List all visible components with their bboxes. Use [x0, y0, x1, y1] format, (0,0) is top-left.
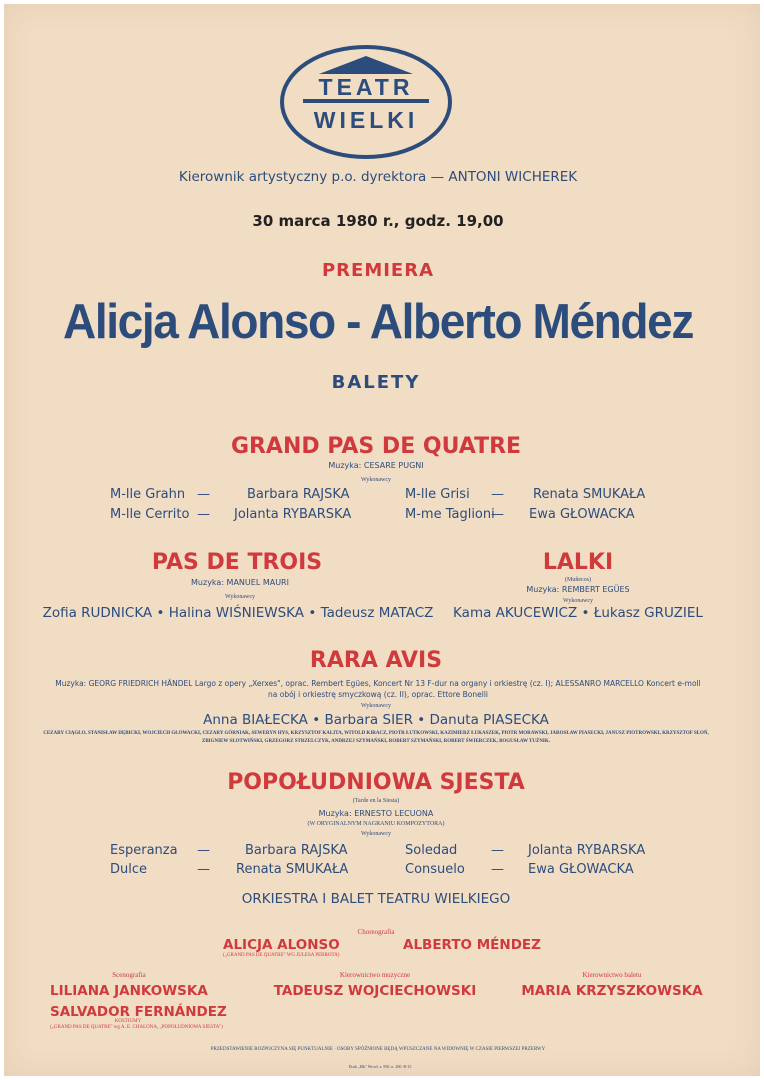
ballet5-dash: — [491, 843, 504, 858]
ballet5-dancer: Ewa GŁOWACKA [528, 862, 634, 877]
ballet5-role: Esperanza [110, 843, 178, 858]
ballet5-music: Muzyka: ERNESTO LECUONA [318, 809, 434, 818]
ballet5-title: POPOŁUDNIOWA SJESTA [227, 770, 525, 795]
ballet3-subtitle: (Muñecos) [565, 577, 591, 583]
ballet1-role: M-me Taglioni [405, 507, 495, 522]
ballet1-role: M-lle Grisi [405, 487, 470, 502]
ballet5-performers-label: Wykonawcy [361, 831, 391, 837]
ballet4-music-line1: Muzyka: GEORG FRIEDRICH HÄNDEL Largo z opery „Xerxes", oprac. Rembert Egües, Koncert Nr 13 F-dur na organy i orkiestrę (cz. I); ALESSANRO MARCELLO Koncert e-moll [55, 679, 701, 688]
scenography-label: Scenografia [112, 971, 146, 979]
ballet3-title: LALKI [542, 550, 614, 575]
ballet-direction-name: MARIA KRZYSZKOWSKA [521, 983, 703, 999]
ballet1-role: M-lle Grahn [110, 487, 186, 502]
ballet3-cast: Kama AKUCEWICZ • Łukasz GRUZIEL [453, 605, 703, 621]
ballet1-dash: — [491, 507, 504, 522]
orchestra-line: ORKIESTRA I BALET TEATRU WIELKIEGO [241, 891, 511, 907]
premiere-label: PREMIERA [321, 260, 435, 281]
choreography-note1: („GRAND PAS DE QUATRE" WG JULESA PERROTA) [223, 953, 340, 958]
ballet1-dancer: Barbara RAJSKA [247, 487, 350, 502]
ballet3-performers-label: Wykonawcy [563, 598, 593, 604]
ballet4-ensemble-line1: CEZARY CIĄGŁO, STANISŁAW DĘBICKI, WOJCIECH GŁOWACKI, CEZARY GÓRNIAK, SEWERYN HYS, KRZYSZTOF KALITA, WITOLD KIRACZ, PIOTR ŁUTKOWSKI, KAZIMIERZ ŁUKASZEK, PIOTR MORAWSKI, JAROSŁAW PIASECKI, JANUSZ PIOTROWSKI, KRZYSZTOF SŁOŃ, [43, 731, 709, 736]
headline: Alicja Alonso - Alberto Méndez [63, 295, 693, 349]
costumes-label: KOSTIUMY [114, 1019, 142, 1024]
ballet1-dash: — [491, 487, 504, 502]
performance-date: 30 marca 1980 r., godz. 19,00 [252, 212, 504, 230]
ballet5-subtitle: (Tarde en la Siesta) [352, 798, 400, 804]
ballet1-dash: — [197, 507, 210, 522]
ballet5-dash: — [197, 862, 210, 877]
scenography-note: („GRAND PAS DE QUATRE" wg A. E. CHALONA, „POPOŁUDNIOWA SJESTA") [50, 1025, 223, 1030]
ballet2-performers-label: Wykonawcy [225, 594, 255, 600]
ballet1-dancer: Jolanta RYBARSKA [234, 507, 352, 522]
ballet5-dash: — [491, 862, 504, 877]
logo-pediment [319, 56, 413, 74]
ballet1-dash: — [197, 487, 210, 502]
ballet4-performers-label: Wykonawcy [361, 703, 391, 709]
ballet1-role: M-lle Cerrito [110, 507, 190, 522]
choreography-name2: ALBERTO MÉNDEZ [403, 937, 541, 953]
scenography-name1: LILIANA JANKOWSKA [50, 983, 208, 999]
ballet5-dancer: Barbara RAJSKA [245, 843, 348, 858]
ballet-direction-label: Kierownictwo baletu [582, 971, 642, 979]
ballet4-cast: Anna BIAŁECKA • Barbara SIER • Danuta PIASECKA [203, 712, 549, 728]
ballet1-performers-label: Wykonawcy [361, 477, 391, 483]
ballet2-music: Muzyka: MANUEL MAURI [191, 578, 289, 587]
poster-sheet [4, 4, 760, 1076]
ballet1-dancer: Ewa GŁOWACKA [529, 507, 635, 522]
choreography-label: Choreografia [357, 928, 395, 936]
scenography-name2: SALVADOR FERNÁNDEZ [50, 1004, 227, 1020]
ballet4-title: RARA AVIS [309, 648, 443, 673]
ballet5-role: Consuelo [405, 862, 465, 877]
ballet1-dancer: Renata SMUKAŁA [533, 487, 646, 502]
ballet4-music-line2: na obój i orkiestrę smyczkową (cz. II), oprac. Ettore Bonelli [267, 690, 489, 699]
logo-teatr: TEATR [318, 74, 414, 100]
choreography-name1: ALICJA ALONSO [223, 937, 340, 953]
music-direction-name: TADEUSZ WOJCIECHOWSKI [273, 983, 477, 999]
music-direction-label: Kierownictwo muzyczne [339, 971, 411, 979]
ballet5-dash: — [197, 843, 210, 858]
footer-notice: PRZEDSTAWIENIE ROZPOCZYNA SIĘ PUNKTUALNIE · OSOBY SPÓŹNIONE BĘDĄ WPUSZCZANE NA WIDOWNIĘ W CZASIE PIERWSZEJ PRZERWY [210, 1047, 546, 1052]
ballet4-ensemble-line2: ZBIGNIEW SŁOTWIŃSKI, GRZEGORZ STRZELCZYK, ANDRZEJ SZYMAŃSKI, ROBERT SZYMAŃSKI, ROBERT ŚWIERCZEK, BOGUSŁAW TUŻNIK. [201, 739, 551, 744]
ballet1-title: GRAND PAS DE QUATRE [230, 434, 522, 459]
ballet2-title: PAS DE TROIS [151, 550, 323, 575]
ballet5-role: Soledad [405, 843, 458, 858]
teatr-wielki-logo [279, 44, 453, 160]
director-line: Kierownik artystyczny p.o. dyrektora — ANTONI WICHEREK [178, 169, 578, 185]
genre-label: BALETY [331, 372, 421, 393]
ballet5-dancer: Renata SMUKAŁA [236, 862, 349, 877]
ballet5-recording: (W ORYGINALNYM NAGRANIU KOMPOZYTORA) [307, 821, 445, 827]
ballet1-music: Muzyka: CESARE PUGNI [328, 461, 424, 470]
ballet2-cast: Zofia RUDNICKA • Halina WIŚNIEWSKA • Tadeusz MATACZ [42, 605, 434, 621]
ballet5-role: Dulce [110, 862, 148, 877]
ballet5-dancer: Jolanta RYBARSKA [528, 843, 646, 858]
print-note: Druk „Ełk" Wrocł. z. 950. n. 200. B-15 [348, 1064, 412, 1069]
ballet3-music: Muzyka: REMBERT EGÜES [526, 585, 630, 594]
logo-wielki: WIELKI [313, 107, 419, 133]
